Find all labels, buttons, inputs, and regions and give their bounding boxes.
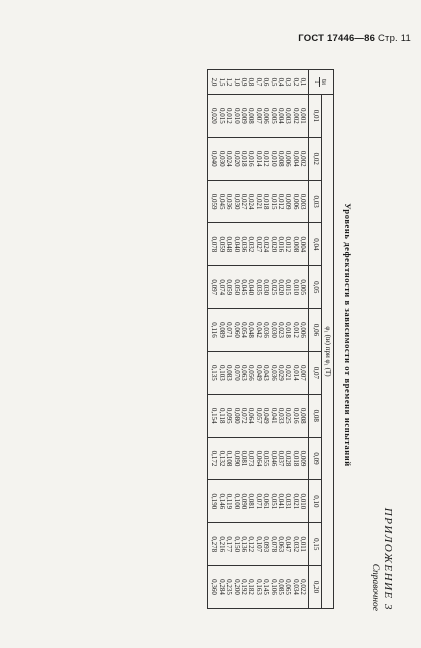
table-cell: 0,007	[299, 365, 308, 381]
table-cell: 0,015	[269, 193, 278, 210]
table-cell: 0,172	[210, 450, 219, 467]
table-cell: 0,012	[284, 236, 293, 253]
row-label: 0,3	[284, 77, 293, 87]
table-cell: 0,001	[299, 108, 308, 124]
table-cell: 0,003	[299, 193, 308, 210]
table-cell: 0,065	[284, 579, 293, 595]
table-cell: 0,036	[262, 322, 271, 338]
table-cell: 0,145	[262, 579, 271, 595]
table-cell: 0,192	[240, 579, 249, 595]
table-cell: 0,072	[240, 407, 249, 424]
table-cell: 0,004	[291, 150, 300, 167]
table-cell: 0,049	[262, 407, 271, 424]
value-column	[208, 95, 309, 138]
table-cell: 0,063	[240, 365, 249, 381]
table-cell: 0,040	[247, 279, 256, 296]
table-cell: 0,216	[217, 536, 226, 553]
table-cell: 0,041	[277, 493, 286, 510]
table-cell: 0,177	[225, 536, 234, 553]
table-cell: 0,020	[232, 150, 241, 167]
table-cell: 0,106	[269, 579, 278, 595]
column-header: 0,08	[309, 394, 321, 437]
page-number: Стр. 11	[377, 33, 411, 44]
table-cell: 0,018	[240, 150, 249, 167]
table-cell: 0,024	[247, 193, 256, 210]
table-cell: 0,063	[277, 536, 286, 553]
table-cell: 0,030	[269, 322, 278, 338]
table-cell: 0,014	[291, 365, 300, 381]
table-cell: 0,027	[240, 193, 249, 210]
table-cell: 0,036	[240, 236, 249, 253]
table-cell: 0,080	[232, 407, 241, 424]
defect-level-table	[207, 69, 334, 609]
standard-number: ГОСТ 17446—86	[298, 33, 376, 44]
table-cell: 0,073	[247, 450, 256, 467]
table-cell: 0,059	[217, 236, 226, 253]
table-cell: 0,012	[262, 150, 271, 167]
table-cell: 0,051	[269, 493, 278, 510]
row-label: 0,9	[240, 77, 249, 87]
table-cell: 0,081	[247, 493, 256, 510]
table-cell: 0,074	[217, 279, 226, 296]
table-cell: 0,010	[232, 108, 241, 124]
table-cell: 0,048	[247, 322, 256, 338]
table-cell: 0,018	[291, 450, 300, 467]
table-cell: 0,008	[277, 150, 286, 167]
row-label: 0,4	[277, 77, 286, 87]
table-cell: 0,090	[232, 450, 241, 467]
ratio-denominator: T	[313, 79, 323, 85]
table-cell: 0,057	[254, 407, 263, 424]
table-cell: 0,090	[240, 493, 249, 510]
table-cell: 0,055	[262, 450, 271, 467]
table-cell: 0,050	[232, 279, 241, 296]
table-cell: 0,006	[262, 108, 271, 124]
table-cell: 0,108	[225, 450, 234, 467]
column-header: 0,09	[309, 437, 321, 480]
table-cell: 0,025	[269, 279, 278, 296]
table-cell: 0,070	[232, 365, 241, 381]
table-cell: 0,004	[277, 108, 286, 124]
table-cell: 0,005	[269, 108, 278, 124]
column-header: 0,04	[309, 223, 321, 266]
table-cell: 0,012	[225, 108, 234, 124]
table-cell: 0,043	[262, 365, 271, 381]
appendix-title: ПРИЛОЖЕНИЕ 3	[382, 507, 394, 611]
value-column	[208, 437, 309, 480]
table-cell: 0,119	[225, 493, 234, 510]
table-cell: 0,278	[210, 536, 219, 553]
table-cell: 0,002	[291, 108, 300, 124]
value-column	[208, 266, 309, 309]
table-cell: 0,020	[269, 236, 278, 253]
table-cell: 0,004	[299, 236, 308, 253]
table-cell: 0,182	[247, 579, 256, 595]
table-cell: 0,360	[210, 579, 219, 595]
table-cell: 0,190	[210, 493, 219, 510]
value-column	[208, 180, 309, 223]
table-cell: 0,030	[217, 150, 226, 167]
page-header	[298, 33, 411, 44]
table-cell: 0,032	[247, 236, 256, 253]
column-header: 0,05	[309, 266, 321, 309]
table-cell: 0,027	[254, 236, 263, 253]
column-header: 0,20	[309, 566, 321, 609]
table-cell: 0,010	[291, 279, 300, 296]
table-cell: 0,103	[217, 365, 226, 381]
table-cell: 0,122	[247, 536, 256, 553]
value-column	[208, 566, 309, 609]
table-cell: 0,032	[291, 536, 300, 553]
table-cell: 0,021	[291, 493, 300, 510]
table-cell: 0,083	[225, 365, 234, 381]
table-cell: 0,023	[277, 322, 286, 338]
table-cell: 0,020	[210, 108, 219, 124]
ratio-numerator: tи	[320, 78, 330, 86]
table-cell: 0,010	[269, 150, 278, 167]
value-column	[208, 309, 309, 352]
table-cell: 0,078	[269, 536, 278, 553]
table-cell: 0,040	[210, 150, 219, 167]
table-cell: 0,014	[254, 150, 263, 167]
table-cell: 0,031	[284, 493, 293, 510]
column-header: 0,02	[309, 137, 321, 180]
table-cell: 0,029	[277, 365, 286, 381]
table-cell: 0,118	[217, 407, 226, 424]
table-cell: 0,150	[232, 536, 241, 553]
table-cell: 0,061	[262, 493, 271, 510]
row-labels-column	[208, 70, 309, 95]
table-cell: 0,048	[225, 236, 234, 253]
appendix-label	[370, 508, 394, 611]
value-column	[208, 523, 309, 566]
table-cell: 0,008	[299, 407, 308, 424]
time-ratio-header	[309, 70, 334, 95]
table-cell: 0,041	[269, 407, 278, 424]
column-header: 0,15	[309, 523, 321, 566]
table-cell: 0,006	[291, 193, 300, 210]
table-cell: 0,006	[299, 322, 308, 338]
table-cell: 0,047	[284, 536, 293, 553]
table-cell: 0,018	[284, 322, 293, 338]
table-cell: 0,045	[240, 279, 249, 296]
table-cell: 0,030	[262, 279, 271, 296]
table-cell: 0,030	[232, 193, 241, 210]
table-cell: 0,093	[262, 536, 271, 553]
table-cell: 0,100	[232, 493, 241, 510]
table-cell: 0,078	[210, 236, 219, 253]
table-title: Уровень дефектности в зависимости от времени испытаний	[343, 203, 353, 467]
column-header: 0,06	[309, 309, 321, 352]
table-cell: 0,036	[225, 193, 234, 210]
table-cell: 0,006	[284, 150, 293, 167]
table-cell: 0,009	[299, 450, 308, 467]
table-cell: 0,015	[284, 279, 293, 296]
table-cell: 0,007	[254, 108, 263, 124]
value-column	[208, 223, 309, 266]
value-column	[208, 480, 309, 523]
table-cell: 0,015	[217, 108, 226, 124]
table-cell: 0,021	[254, 193, 263, 210]
table-cell: 0,010	[299, 493, 308, 510]
table-cell: 0,071	[254, 493, 263, 510]
table-cell: 0,002	[299, 150, 308, 167]
table-cell: 0,005	[299, 279, 308, 296]
table-cell: 0,025	[284, 407, 293, 424]
table-cell: 0,060	[232, 322, 241, 338]
value-column	[208, 351, 309, 394]
table-cell: 0,146	[217, 493, 226, 510]
table-cell: 0,056	[247, 365, 256, 381]
table-cell: 0,200	[232, 579, 241, 595]
row-label: 1,2	[225, 77, 234, 87]
column-header: 0,07	[309, 351, 321, 394]
row-label: 0,7	[254, 77, 263, 87]
table-cell: 0,107	[254, 536, 263, 553]
rotated-content	[20, 55, 400, 615]
table-cell: 0,012	[291, 322, 300, 338]
table-cell: 0,011	[299, 536, 308, 552]
table-cell: 0,097	[210, 279, 219, 296]
table-cell: 0,028	[284, 450, 293, 467]
row-label: 0,2	[291, 77, 300, 87]
table-cell: 0,016	[277, 236, 286, 253]
table-cell: 0,034	[291, 579, 300, 595]
table-cell: 0,018	[262, 193, 271, 210]
table-cell: 0,022	[299, 579, 308, 595]
column-header: 0,03	[309, 180, 321, 223]
table-cell: 0,235	[225, 579, 234, 595]
table-cell: 0,135	[210, 365, 219, 381]
table-cell: 0,035	[254, 279, 263, 296]
table-cell: 0,064	[247, 407, 256, 424]
table-cell: 0,046	[269, 450, 278, 467]
table-cell: 0,012	[277, 193, 286, 210]
table-cell: 0,059	[210, 193, 219, 210]
table-cell: 0,054	[240, 322, 249, 338]
table-cell: 0,284	[217, 579, 226, 595]
row-label: 1,0	[232, 77, 241, 87]
appendix-subtitle: Справочное	[370, 563, 380, 611]
table-cell: 0,021	[284, 365, 293, 381]
column-header: 0,10	[309, 480, 321, 523]
table-cell: 0,154	[210, 407, 219, 424]
column-header: 0,01	[309, 95, 321, 138]
group-header: φ₁ (tи) при φ₁ (T)	[321, 95, 333, 609]
value-column	[208, 394, 309, 437]
row-label: 0,6	[262, 77, 271, 87]
table-cell: 0,085	[277, 579, 286, 595]
table-cell: 0,016	[247, 150, 256, 167]
table-cell: 0,064	[254, 450, 263, 467]
row-label: 2,0	[210, 77, 219, 87]
table-cell: 0,059	[225, 279, 234, 296]
table-cell: 0,009	[284, 193, 293, 210]
table-cell: 0,042	[254, 322, 263, 338]
table-cell: 0,040	[232, 236, 241, 253]
table-cell: 0,049	[254, 365, 263, 381]
value-column	[208, 137, 309, 180]
row-label: 0,5	[269, 77, 278, 87]
row-label: 0,1	[299, 77, 308, 87]
table-cell: 0,003	[284, 108, 293, 124]
table-cell: 0,116	[210, 322, 219, 338]
table-cell: 0,163	[254, 579, 263, 595]
table-cell: 0,136	[240, 536, 249, 553]
table-cell: 0,089	[217, 322, 226, 338]
table-cell: 0,024	[225, 150, 234, 167]
table-cell: 0,008	[291, 236, 300, 253]
row-label: 0,8	[247, 77, 256, 87]
table-cell: 0,045	[217, 193, 226, 210]
table-cell: 0,009	[240, 108, 249, 124]
table-cell: 0,036	[269, 365, 278, 381]
table-cell: 0,033	[277, 407, 286, 424]
table-cell: 0,008	[247, 108, 256, 124]
table-cell: 0,024	[262, 236, 271, 253]
table-cell: 0,016	[291, 407, 300, 424]
table-cell: 0,095	[225, 407, 234, 424]
table-cell: 0,037	[277, 450, 286, 467]
table-cell: 0,132	[217, 450, 226, 467]
table-cell: 0,020	[277, 279, 286, 296]
table-cell: 0,071	[225, 322, 234, 338]
row-label: 1,5	[217, 77, 226, 87]
table-cell: 0,081	[240, 450, 249, 467]
